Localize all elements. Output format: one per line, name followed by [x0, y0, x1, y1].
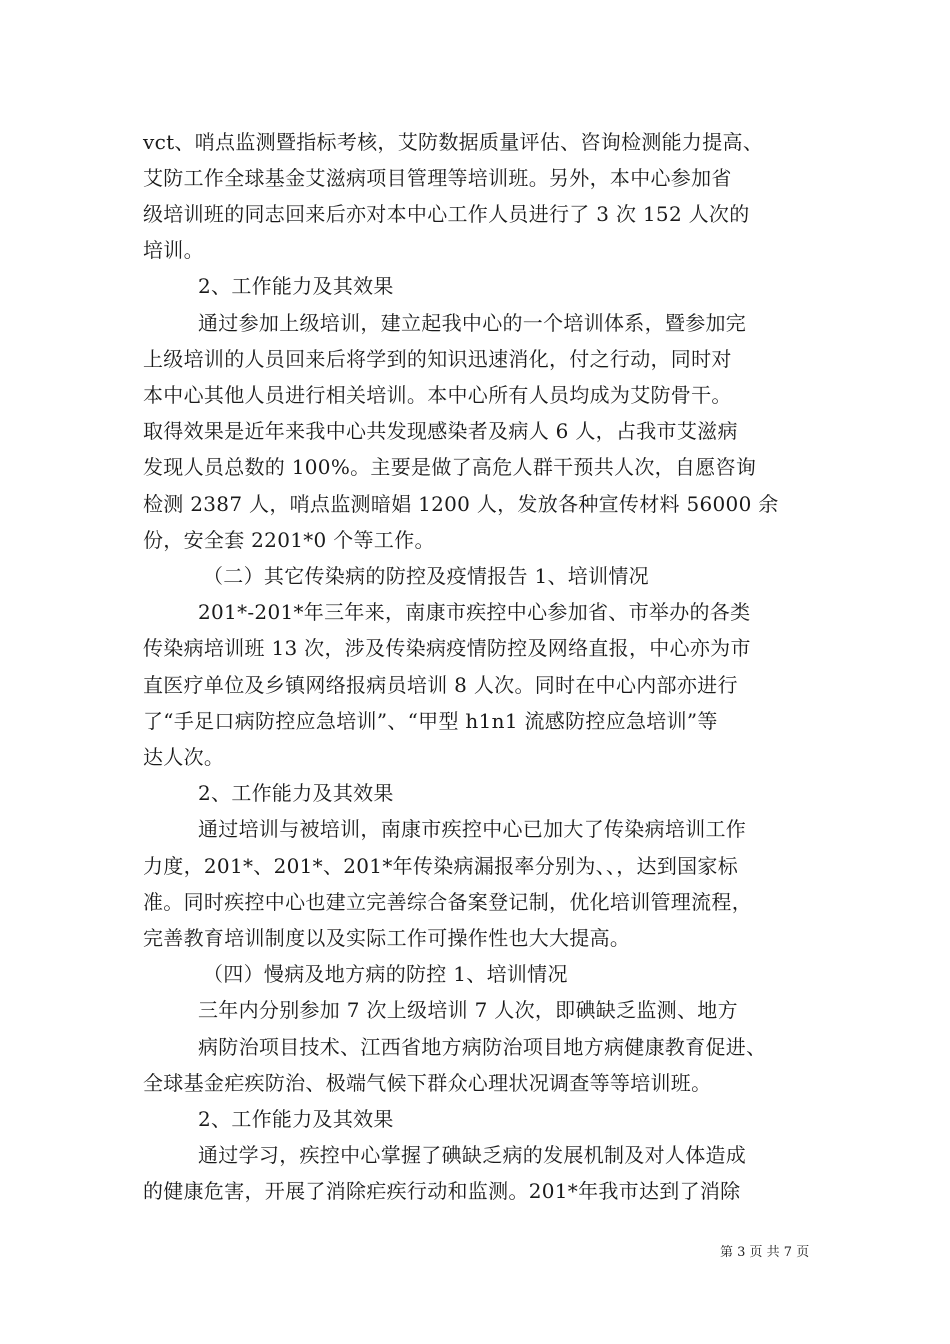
text-line: 完善教育培训制度以及实际工作可操作性也大大提高。	[143, 926, 631, 950]
text-line: 病防治项目技术、江西省地方病防治项目地方病健康教育促进、	[198, 1035, 767, 1059]
text-line: 201*-201*年三年来，南康市疾控中心参加省、市举办的各类	[198, 600, 751, 624]
text-line: 三年内分别参加 7 次上级培训 7 人次，即碘缺乏监测、地方	[198, 998, 738, 1022]
text-line: 份，安全套 2201*0 个等工作。	[143, 528, 435, 552]
text-line: 传染病培训班 13 次，涉及传染病疫情防控及网络直报，中心亦为市	[143, 636, 751, 660]
text-line: 直医疗单位及乡镇网络报病员培训 8 人次。同时在中心内部亦进行	[143, 673, 738, 697]
text-line: 通过培训与被培训，南康市疾控中心已加大了传染病培训工作	[198, 817, 747, 841]
text-line: 力度，201*、201*、201*年传染病漏报率分别为、、，达到国家标	[143, 854, 739, 878]
text-line: 了“手足口病防控应急培训”、“甲型 h1n1 流感防控应急培训”等	[143, 709, 718, 733]
text-line: 发现人员总数的 100%。主要是做了高危人群干预共人次，自愿咨询	[143, 455, 757, 479]
text-line: 通过参加上级培训，建立起我中心的一个培训体系，暨参加完	[198, 311, 747, 335]
text-line: 培训。	[143, 238, 204, 262]
text-line: 取得效果是近年来我中心共发现感染者及病人 6 人，占我市艾滋病	[143, 419, 738, 443]
text-line: 本中心其他人员进行相关培训。本中心所有人员均成为艾防骨干。	[143, 383, 732, 407]
text-line: 检测 2387 人，哨点监测暗娼 1200 人，发放各种宣传材料 56000 余	[143, 492, 779, 516]
text-line: 艾防工作全球基金艾滋病项目管理等培训班。另外，本中心参加省	[143, 166, 732, 190]
section-heading: 2、工作能力及其效果	[198, 274, 394, 298]
text-line: 达人次。	[143, 745, 225, 769]
section-heading: （二）其它传染病的防控及疫情报告 1、培训情况	[203, 564, 649, 588]
text-line: 通过学习，疾控中心掌握了碘缺乏病的发展机制及对人体造成	[198, 1143, 747, 1167]
text-line: 全球基金疟疾防治、极端气候下群众心理状况调查等等培训班。	[143, 1071, 712, 1095]
page-number: 第 3 页 共 7 页	[720, 1245, 810, 1260]
section-heading: 2、工作能力及其效果	[198, 1107, 394, 1131]
section-heading: （四）慢病及地方病的防控 1、培训情况	[203, 962, 568, 986]
text-line: 级培训班的同志回来后亦对本中心工作人员进行了 3 次 152 人次的	[143, 202, 750, 226]
section-heading: 2、工作能力及其效果	[198, 781, 394, 805]
text-line: 准。同时疾控中心也建立完善综合备案登记制，优化培训管理流程，	[143, 890, 752, 914]
text-line: 上级培训的人员回来后将学到的知识迅速消化，付之行动，同时对	[143, 347, 732, 371]
text-line: 的健康危害，开展了消除疟疾行动和监测。201*年我市达到了消除	[143, 1179, 741, 1203]
text-line: vct、哨点监测暨指标考核，艾防数据质量评估、咨询检测能力提高、	[143, 130, 764, 154]
